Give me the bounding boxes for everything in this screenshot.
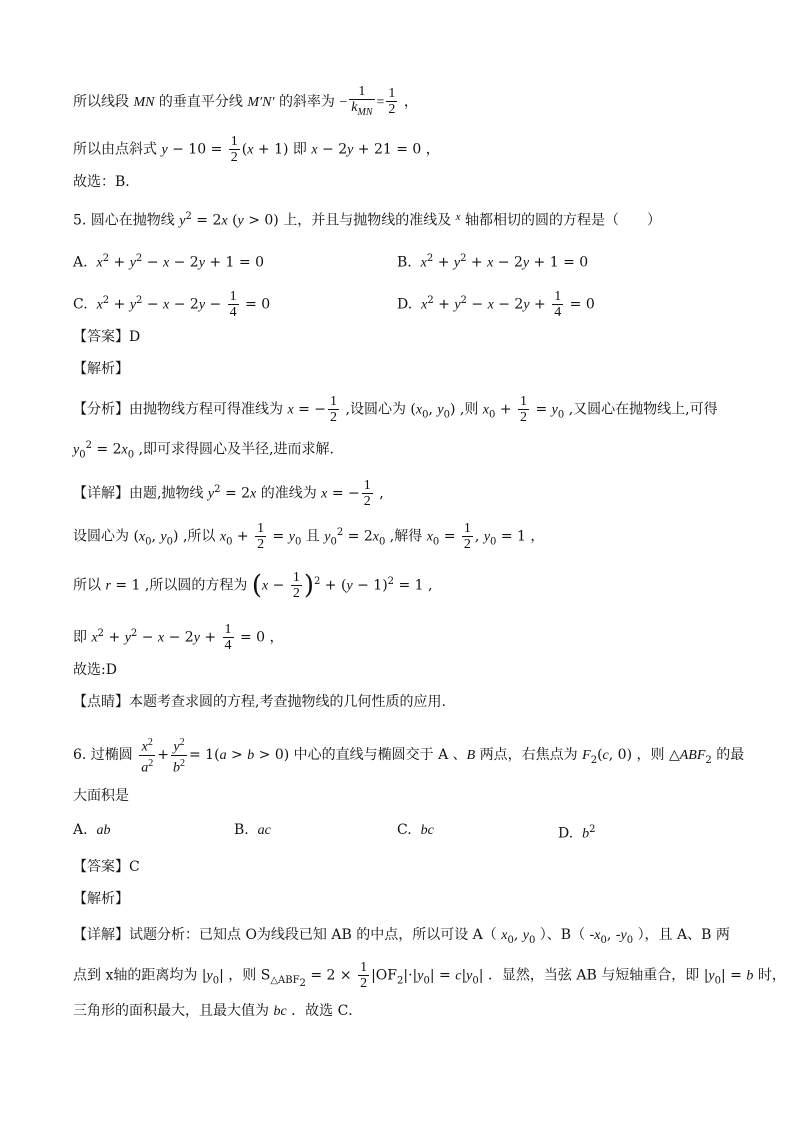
option-label: A. [73,822,88,838]
option-label: B. [234,822,249,838]
answer-label: 【答案】D [73,329,141,345]
text: , [379,485,384,502]
text: ），且 A、B 两 [637,927,730,943]
text: 的垂直平分线 [158,93,243,110]
text: 的最 [716,747,745,764]
text: 三角形的面积最大，且最大值为 [73,1003,269,1019]
text: 所以线段 [73,93,129,110]
text: 即 [73,629,87,646]
question-6: 6. 过椭圆 $\frac{x^2}{a^2}$ + $\frac{y^2}{b^2}$ = 1(a > b > 0) 中心的直线与椭圆交于 A 、B 两点，右焦点为 $F_2(c$, 0) ，则 $\triangle ABF_2$ 的最 [73,737,745,776]
text: ，则 [228,967,257,984]
text: 6. 过椭圆 [73,747,133,764]
comment-line: 【点睛】本题考查求圆的方程,考查抛物线的几何性质的应用. [73,694,446,710]
detail-line-3: 所以 r = 1 ,所以圆的方程为 (x − $\frac{1}{2}$ )$^2 + (y - 1)^2 = 1$ , [73,570,433,601]
text: 上，并且与抛物线的准线及 [283,212,452,229]
text-line-2: 所以由点斜式 y − 10 = $\frac{1}{2}$ (x + 1) 即 x − 2y + 21 = 0 ， [73,134,440,165]
option-label: D. [558,825,574,842]
text: 时， [757,967,786,984]
text: ,又圆心在抛物线上,可得 [568,401,718,418]
q6-answer-label: 【答案】C [73,859,140,875]
q6-detail-line-3: 三角形的面积最大，且最大值为 bc ．故选 C． [73,1003,363,1019]
text: ,所以 [182,528,216,545]
q6-detail-line-1: 【详解】试题分析：已知点 O为线段已知 AB 的中点，所以可设 A（ $x_0$, $y_0$ ）、B（ $-x_0$, $-y_0$ ），且 A、B 两 [73,927,730,946]
text: ,即可求得圆心及半径,进而求解. [138,441,334,458]
text: 【分析】由抛物线方程可得准线为 [73,401,283,418]
text-line-1: 所以线段 MN 的垂直平分线 M′N′ 的斜率为 − $\frac{1}{k_{MN}}$ = $\frac{1}{2}$ ， [73,84,418,118]
analysis-label: 【解析】 [73,361,129,377]
text: , [428,577,433,594]
text: ．显然，当弦 AB 与短轴重合，即 [487,967,700,984]
option-label: D. [397,296,413,313]
q6-option-a: A. ab [73,822,111,838]
text: ， [425,141,440,158]
option-label: C. [397,822,412,838]
text: 所以由点斜式 [73,141,157,158]
option-label: C. [73,296,88,313]
text: 的准线为 [260,485,317,502]
text: ，则 [636,747,665,764]
analysis-line-2: $y_0^2 = 2x_0$ ,即可求得圆心及半径,进而求解. [73,440,334,461]
text: 两点，右焦点为 [479,747,578,764]
detail-line-1: 【详解】由题,抛物线 $y^2 = 2x$ 的准线为 x = − $\frac{1}{2}$ , [73,478,384,509]
detail-line-2: 设圆心为 ($x_0$, $y_0$) ,所以 $x_0$ + $\frac{1}{2}$ = $y_0$ 且 $y_0^2 = 2x_0$ ,解得 $x_0$ = $\frac{1}{2}$ , $y_0 = 1$ ， [73,521,545,552]
q6-option-d: D. $b^2$ [558,824,596,842]
q6-option-c: C. bc [397,822,434,838]
q6-option-b: B. ac [234,822,271,838]
option-c: C. $x^2 + y^2 - x - 2y$ − $\frac{1}{4}$ = 0 [73,289,271,320]
text: ,设圆心为 [345,401,406,418]
text: 点到 x轴的距离均为 [73,967,198,984]
analysis-line-1: 【分析】由抛物线方程可得准线为 x = − $\frac{1}{2}$ ,设圆心为 ($x_0$, $y_0$) ,则 $x_0$ + $\frac{1}{2}$ = $y_0$ ,又圆心在抛物线上,可得 [73,394,718,425]
text: 5. 圆心在抛物线 [73,212,175,229]
question-5: 5. 圆心在抛物线 $y^2 = 2x$ (y > 0) 上，并且与抛物线的准线及 $^x$ 轴都相切的圆的方程是（ ） [73,211,662,229]
answer-line: 故选：B. [73,174,130,190]
text: 的斜率为 [278,93,335,110]
text: 所以 [73,577,101,594]
option-label: B. [397,254,412,271]
text: 即 [292,141,307,158]
text: 轴都相切的圆的方程是（ ） [465,212,662,229]
option-b: B. $x^2 + y^2 + x - 2y + 1 = 0$ [397,253,589,271]
option-d: D. $x^2 + y^2 - x - 2y$ + $\frac{1}{4}$ = 0 [397,289,595,320]
q6-detail-line-2: 点到 x轴的距离均为 $|y_0|$ ，则 $S_{\triangle ABF_2} = 2$ × $\frac{1}{2}$ $|OF_2|\cdot|y_0| = c|y_0|$ ．显然，当弦 AB 与短轴重合，即 $|y_0| = b$ 时， [73,960,786,991]
option-label: A. [73,254,88,271]
text: ．故选 C． [291,1003,363,1019]
text: ， [403,93,418,110]
text: ,则 [459,401,479,418]
option-a: A. $x^2 + y^2 - x - 2y + 1 = 0$ [73,253,264,271]
text: ,所以圆的方程为 [144,577,248,594]
text: 【详解】试题分析：已知点 O为线段已知 AB 的中点，所以可设 A（ [73,927,497,943]
text: ）、B（ [539,927,586,943]
text: ， [530,528,545,545]
text: ,解得 [389,528,423,545]
text: 中心的直线与椭圆交于 [293,747,434,764]
text: ， [269,629,284,646]
q6-analysis-label: 【解析】 [73,891,129,907]
text: 【详解】由题,抛物线 [73,485,204,502]
text: 设圆心为 [73,528,129,545]
answer-line-q5: 故选:D [73,662,117,678]
detail-line-4: 即 $x^2 + y^2 - x - 2y$ + $\frac{1}{4}$ = 0 ， [73,622,284,653]
question-6-cont: 大面积是 [73,788,129,804]
text: 且 [305,528,320,545]
